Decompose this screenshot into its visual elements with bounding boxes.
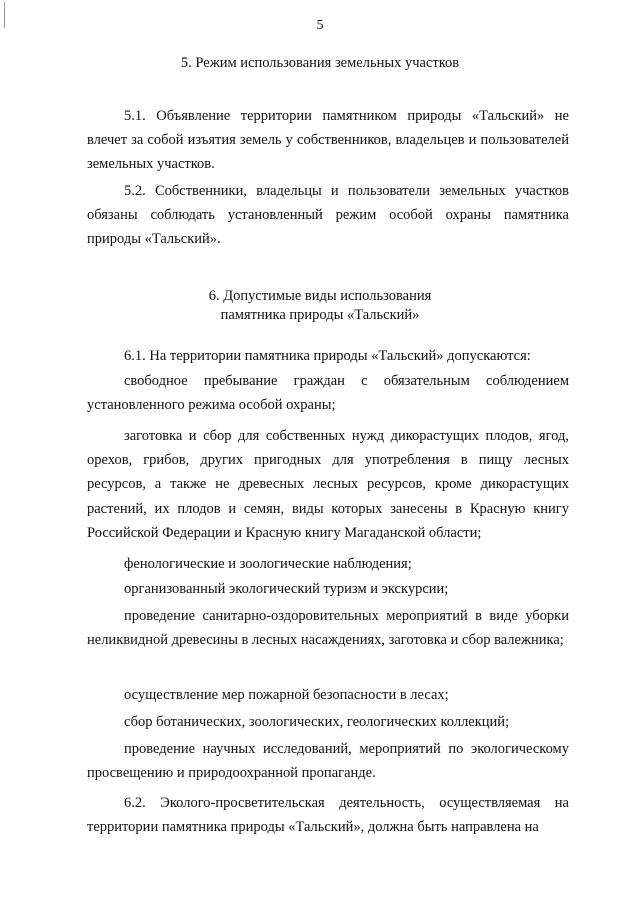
- list-item: организованный экологический туризм и экскурсии;: [124, 581, 449, 597]
- paragraph-6-1: 6.1. На территории памятника природы «Тальский» допускаются:: [124, 348, 531, 364]
- list-item: фенологические и зоологические наблюдения;: [124, 556, 412, 572]
- paragraph-5-2: 5.2. Собственники, владельцы и пользователи земельных участков обязаны соблюдать установленный режим особой охраны памятника природы «Тальский».: [87, 183, 569, 248]
- paragraph-6-2: 6.2. Эколого-просветительская деятельность, осуществляемая на территории памятника природы «Тальский», должна быть направлена на: [87, 795, 569, 836]
- paragraph-5-1: 5.1. Объявление территории памятником природы «Тальский» не влечет за собой изъятия земель у собственников, владельцев и пользователей земельных участков.: [87, 108, 569, 173]
- section-5-heading: 5. Режим использования земельных участков: [180, 55, 460, 71]
- list-item: проведение санитарно-оздоровительных мероприятий в виде уборки неликвидной древесины в лесных насаждениях, заготовка и сбор валежника;: [87, 608, 569, 649]
- list-item: осуществление мер пожарной безопасности в лесах;: [124, 687, 449, 703]
- section-6-heading: [0, 287, 640, 325]
- page-number: 5: [316, 18, 324, 33]
- section-6-heading-line-1: 6. Допустимые виды использования: [208, 288, 432, 304]
- list-item: проведение научных исследований, мероприятий по экологическому просвещению и природоохранной пропаганде.: [87, 741, 569, 782]
- list-item: сбор ботанических, зоологических, геологических коллекций;: [124, 714, 510, 730]
- list-item: заготовка и сбор для собственных нужд дикорастущих плодов, ягод, орехов, грибов, других пригодных для употребления в пищу лесных ресурсов, а также не древесных лесных ресурсов, кроме дикорастущих растений, их плодов и семян, виды которых занесены в Красную книгу Российской Федерации и Красную книгу Магаданской области;: [87, 428, 569, 541]
- list-item: свободное пребывание граждан с обязательным соблюдением установленного режима особой охраны;: [87, 373, 569, 414]
- section-6-heading-line-2: памятника природы «Тальский»: [220, 307, 420, 323]
